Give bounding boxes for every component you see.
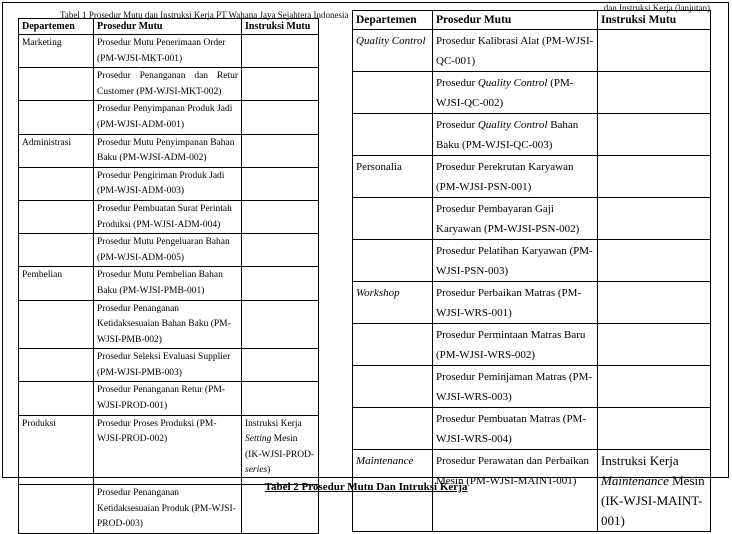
table-row	[353, 366, 711, 408]
procedure-cell: Prosedur Permintaan Matras Baru (PM-WJSI-WRS-002)	[433, 324, 598, 366]
table-row	[19, 349, 319, 382]
dept-cell	[19, 101, 94, 134]
table-row	[19, 415, 319, 484]
procedure-cell: Prosedur Pembuatan Matras (PM-WJSI-WRS-004)	[433, 408, 598, 450]
instr-text-a: Instruksi Kerja	[245, 418, 302, 429]
table-row	[19, 200, 319, 233]
left-header-row	[19, 19, 319, 35]
table-row	[19, 134, 319, 167]
qc3-a: Prosedur	[436, 119, 478, 131]
header-prosedur-mutu: Prosedur Mutu	[433, 11, 598, 30]
table-row	[19, 167, 319, 200]
qc2-c: (PM-WJSI-QC-002)	[436, 77, 574, 109]
dept-cell	[353, 324, 433, 366]
instruction-cell	[242, 349, 319, 382]
table-row	[353, 30, 711, 72]
dept-cell	[353, 240, 433, 282]
instruction-cell	[242, 234, 319, 267]
instr-text-c: Mesin (IK-WJSI-PROD-	[245, 434, 315, 460]
table-row	[353, 408, 711, 450]
procedure-cell: Prosedur Penanganan Ketidaksesuaian Produk (PM-WJSI-PROD-003)	[94, 485, 242, 534]
dept-cell	[353, 114, 433, 156]
maint-instr-a: Instruksi Kerja	[601, 453, 679, 468]
procedure-cell	[433, 72, 598, 114]
table-row	[19, 300, 319, 349]
qc2-a: Prosedur	[436, 77, 478, 89]
instruction-cell	[242, 134, 319, 167]
instruction-cell	[242, 101, 319, 134]
dept-cell	[19, 300, 94, 349]
procedure-cell: Prosedur Penanganan dan Retur Customer (PM-WJSI-MKT-002)	[94, 68, 242, 101]
table-caption: Tabel 2 Prosedur Mutu Dan Intruksi Kerja	[264, 481, 468, 493]
procedure-cell: Prosedur Mutu Penerimaan Order (PM-WJSI-MKT-001)	[94, 35, 242, 68]
qc2-italic: Quality Control	[477, 77, 548, 89]
dept-cell	[19, 234, 94, 267]
dept-maintenance: Maintenance	[356, 455, 414, 467]
procedure-cell	[433, 114, 598, 156]
procedure-cell: Prosedur Mutu Pengeluaran Bahan (PM-WJSI-ADM-005)	[94, 234, 242, 267]
procedure-cell: Prosedur Mutu Pembelian Bahan Baku (PM-WJSI-PMB-001)	[94, 267, 242, 300]
procedure-cell: Prosedur Penanganan Retur (PM-WJSI-PROD-001)	[94, 382, 242, 415]
procedure-cell: Prosedur Perbaikan Matras (PM-WJSI-WRS-001)	[433, 282, 598, 324]
instruction-cell	[242, 35, 319, 68]
procedure-cell: Prosedur Pembuatan Surat Perintah Produksi (PM-WJSI-ADM-004)	[94, 200, 242, 233]
procedure-cell: Prosedur Penyimpanan Produk Jadi (PM-WJSI-ADM-001)	[94, 101, 242, 134]
dept-quality-control: Quality Control	[356, 35, 426, 47]
instruction-cell	[598, 282, 711, 324]
dept-cell: Marketing	[19, 35, 94, 68]
instruction-cell	[598, 366, 711, 408]
dept-cell	[19, 349, 94, 382]
procedure-cell: Prosedur Pelatihan Karyawan (PM-WJSI-PSN-003)	[433, 240, 598, 282]
dept-cell	[353, 30, 433, 72]
table-row	[353, 198, 711, 240]
header-departemen: Departemen	[353, 11, 433, 30]
dept-cell	[353, 282, 433, 324]
procedure-cell: Prosedur Pembayaran Gaji Karyawan (PM-WJSI-PSN-002)	[433, 198, 598, 240]
instruction-cell	[242, 382, 319, 415]
instruction-cell	[242, 267, 319, 300]
instruction-cell	[598, 240, 711, 282]
table-row	[19, 35, 319, 68]
instr-text-setting: Setting	[245, 434, 272, 445]
dept-cell	[353, 72, 433, 114]
cutoff-caption-right: dan Instruksi Kerja (lanjutan)	[603, 3, 710, 13]
dept-cell	[353, 408, 433, 450]
table-row	[353, 324, 711, 366]
procedure-cell: Prosedur Mutu Penyimpanan Bahan Baku (PM-WJSI-ADM-002)	[94, 134, 242, 167]
dept-cell	[353, 366, 433, 408]
header-departemen: Departemen	[19, 19, 94, 35]
qc3-italic: Quality Control	[477, 119, 548, 131]
procedure-cell: Prosedur Proses Produksi (PM-WJSI-PROD-002)	[94, 415, 242, 484]
maint-instr-c: Mesin (IK-WJSI-MAINT-001)	[601, 473, 705, 528]
right-procedure-table	[352, 10, 711, 532]
instruction-cell	[598, 408, 711, 450]
maint-instr-italic: Maintenance	[601, 473, 669, 488]
procedure-cell: Prosedur Penanganan Ketidaksesuaian Bahan Baku (PM-WJSI-PMB-002)	[94, 300, 242, 349]
cutoff-caption-left: Tabel 1 Prosedur Mutu dan Instruksi Kerja PT Wahana Jaya Sejahtera Indonesia	[60, 10, 349, 20]
procedure-cell: Prosedur Pengiriman Produk Jadi (PM-WJSI-ADM-003)	[94, 167, 242, 200]
dept-workshop: Workshop	[356, 287, 400, 299]
dept-cell: Produksi	[19, 415, 94, 484]
dept-cell	[353, 198, 433, 240]
table-row	[353, 114, 711, 156]
procedure-cell: Prosedur Seleksi Evaluasi Supplier (PM-WJSI-PMB-003)	[94, 349, 242, 382]
dept-cell	[19, 167, 94, 200]
header-instruksi-mutu: Instruksi Mutu	[242, 19, 319, 35]
table-row	[19, 382, 319, 415]
table-row	[19, 267, 319, 300]
instr-text-series: series	[245, 465, 268, 476]
instruction-cell	[598, 30, 711, 72]
table-row	[19, 101, 319, 134]
procedure-cell: Prosedur Kalibrasi Alat (PM-WJSI-QC-001)	[433, 30, 598, 72]
dept-cell	[19, 382, 94, 415]
procedure-cell: Prosedur Peminjaman Matras (PM-WJSI-WRS-003)	[433, 366, 598, 408]
dept-cell: Personalia	[353, 156, 433, 198]
procedure-cell: Prosedur Perawatan dan Perbaikan Mesin (PM-WJSI-MAINT-001)	[433, 450, 598, 532]
instruction-cell	[598, 156, 711, 198]
table-row	[353, 72, 711, 114]
instruction-cell	[598, 72, 711, 114]
table-row	[19, 68, 319, 101]
table-row	[19, 234, 319, 267]
header-prosedur-mutu: Prosedur Mutu	[94, 19, 242, 35]
dept-cell: Pembelian	[19, 267, 94, 300]
right-header-row	[353, 11, 711, 30]
instruction-cell	[598, 114, 711, 156]
instruction-cell	[242, 200, 319, 233]
instr-text-e: )	[267, 465, 271, 476]
table-row	[353, 282, 711, 324]
qc3-c: Bahan Baku (PM-WJSI-QC-003)	[436, 119, 579, 151]
instruction-cell	[242, 300, 319, 349]
procedure-cell: Prosedur Perekrutan Karyawan (PM-WJSI-PSN-001)	[433, 156, 598, 198]
table-row	[353, 240, 711, 282]
table-row	[353, 156, 711, 198]
instruction-cell	[598, 198, 711, 240]
dept-cell: Administrasi	[19, 134, 94, 167]
dept-cell	[19, 200, 94, 233]
left-procedure-table	[18, 18, 319, 534]
dept-cell	[19, 68, 94, 101]
instruction-cell	[242, 68, 319, 101]
instruction-cell	[598, 324, 711, 366]
instruction-cell	[242, 167, 319, 200]
instruction-cell-setting-mesin	[242, 415, 319, 484]
header-instruksi-mutu: Instruksi Mutu	[598, 11, 711, 30]
